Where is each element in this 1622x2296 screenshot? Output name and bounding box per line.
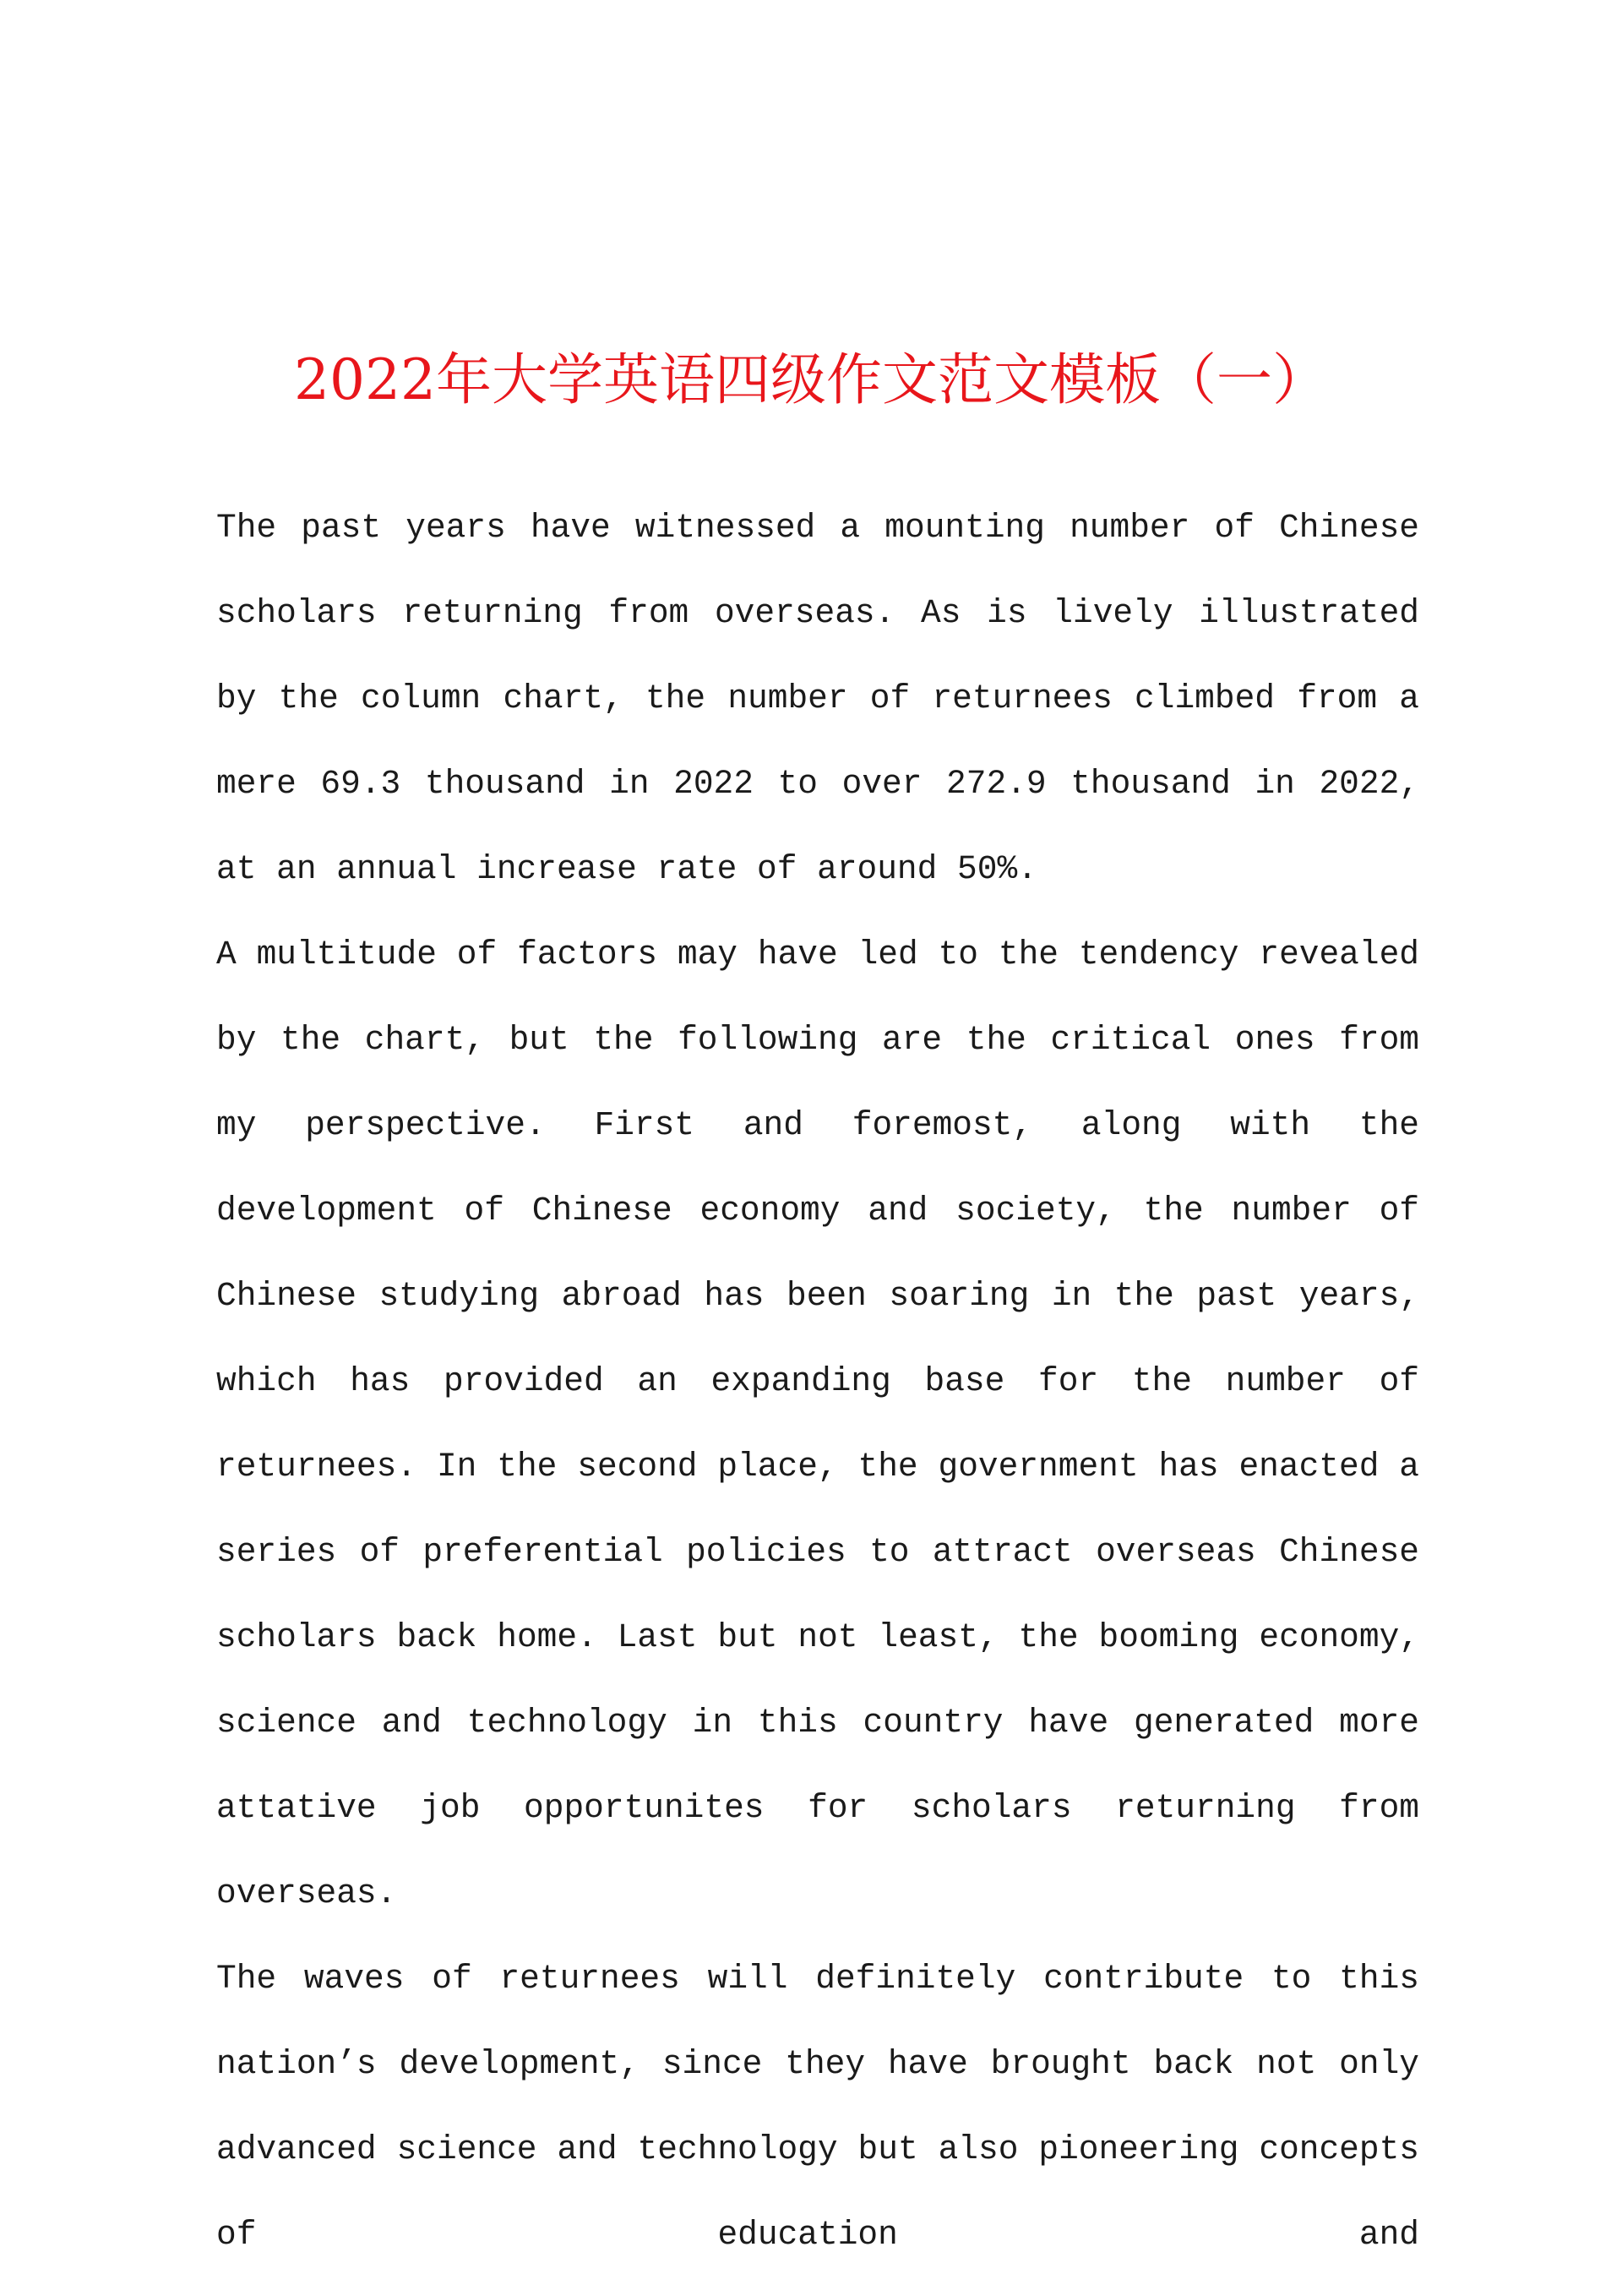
- document-title: 2022年大学英语四级作文范文模板（一）: [294, 347, 1328, 412]
- paragraph-contribution: The waves of returnees will definitely contribute to this nation’s development, since they have brought back not only advanced science and technology but also pioneering concepts of education and: [216, 1960, 1419, 2254]
- paragraph-factors: A multitude of factors may have led to the tendency revealed by the chart, but the following are the critical ones from my perspective. First and foremost, along with the development of Chinese economy and society, the number of Chinese studying abroad has been soaring in the past years, which has provided an expanding base for the number of returnees. In the second place, the government has enacted a series of preferential policies to attract overseas Chinese scholars back home. Last but not least, the booming economy, science and technology in this country have generated more attative job opportunites for scholars returning from overseas.: [216, 935, 1419, 1912]
- document-body: [216, 485, 1419, 2277]
- paragraph-returnee-trend: The past years have witnessed a mounting number of Chinese scholars returning from overseas. As is lively illustrated by the column chart, the number of returnees climbed from a mere 69.3 thousand in 2022 to over 272.9 thousand in 2022, at an annual increase rate of around 50%.: [216, 509, 1419, 888]
